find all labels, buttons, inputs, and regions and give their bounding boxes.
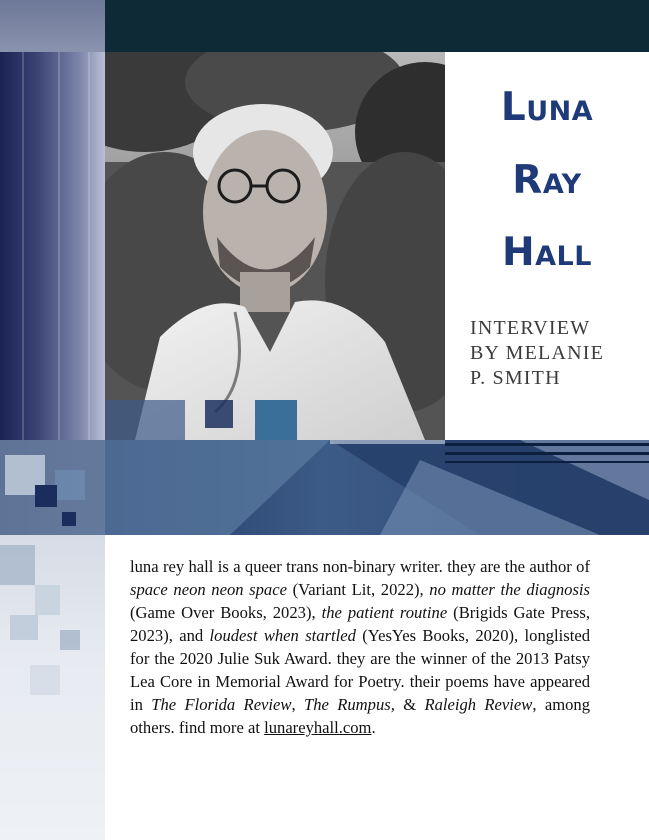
book-title: loudest when startled (209, 626, 356, 645)
bio-text: (YesYes Books, 2020), longlisted for the 2020 Julie Suk Award. they are the winner of the 2013 Patsy Lea Core in Memorial Award for Poetry. their poems have appeared in (130, 626, 590, 714)
book-title: space neon neon space (130, 580, 287, 599)
author-photo (105, 52, 445, 440)
interview-byline (470, 316, 604, 391)
bio-panel (105, 535, 649, 840)
author-name-line-3: Hall (502, 230, 592, 275)
left-lower-block (0, 535, 105, 840)
bio-text: (Variant Lit, 2022), (286, 580, 430, 599)
magazine-title: Raleigh Review (424, 695, 533, 714)
decorative-mosaic-band (0, 400, 649, 540)
byline-line-1: INTERVIEW (470, 317, 591, 339)
title-panel (445, 52, 649, 440)
author-name-line-2: Ray (512, 158, 582, 203)
left-stripe (88, 52, 90, 452)
top-left-block (0, 0, 105, 52)
book-title: the patient routine (321, 603, 448, 622)
byline-line-2: BY MELANIE (470, 342, 605, 364)
left-stripe (58, 52, 60, 452)
magazine-title: The Florida Review (151, 695, 292, 714)
bio-text: , (291, 695, 304, 714)
left-stripe (22, 52, 24, 452)
bio-text: luna rey hall is a queer trans non-binary writer. they are the author of (130, 557, 590, 576)
bio-text: & (394, 695, 425, 714)
bio-text: (Brigids Gate Press, 2023), and (130, 603, 590, 645)
author-website-link[interactable]: lunareyhall.com (264, 718, 372, 737)
bio-text: . (371, 718, 376, 737)
bio-text: , among others. find more at (130, 695, 590, 737)
author-bio (130, 555, 590, 739)
book-title: no matter the diagnosis (429, 580, 590, 599)
author-name-line-1: Luna (500, 85, 594, 130)
bio-text: (Game Over Books, 2023), (130, 603, 322, 622)
byline-line-3: P. SMITH (470, 367, 561, 389)
magazine-title: The Rumpus, (303, 695, 395, 714)
